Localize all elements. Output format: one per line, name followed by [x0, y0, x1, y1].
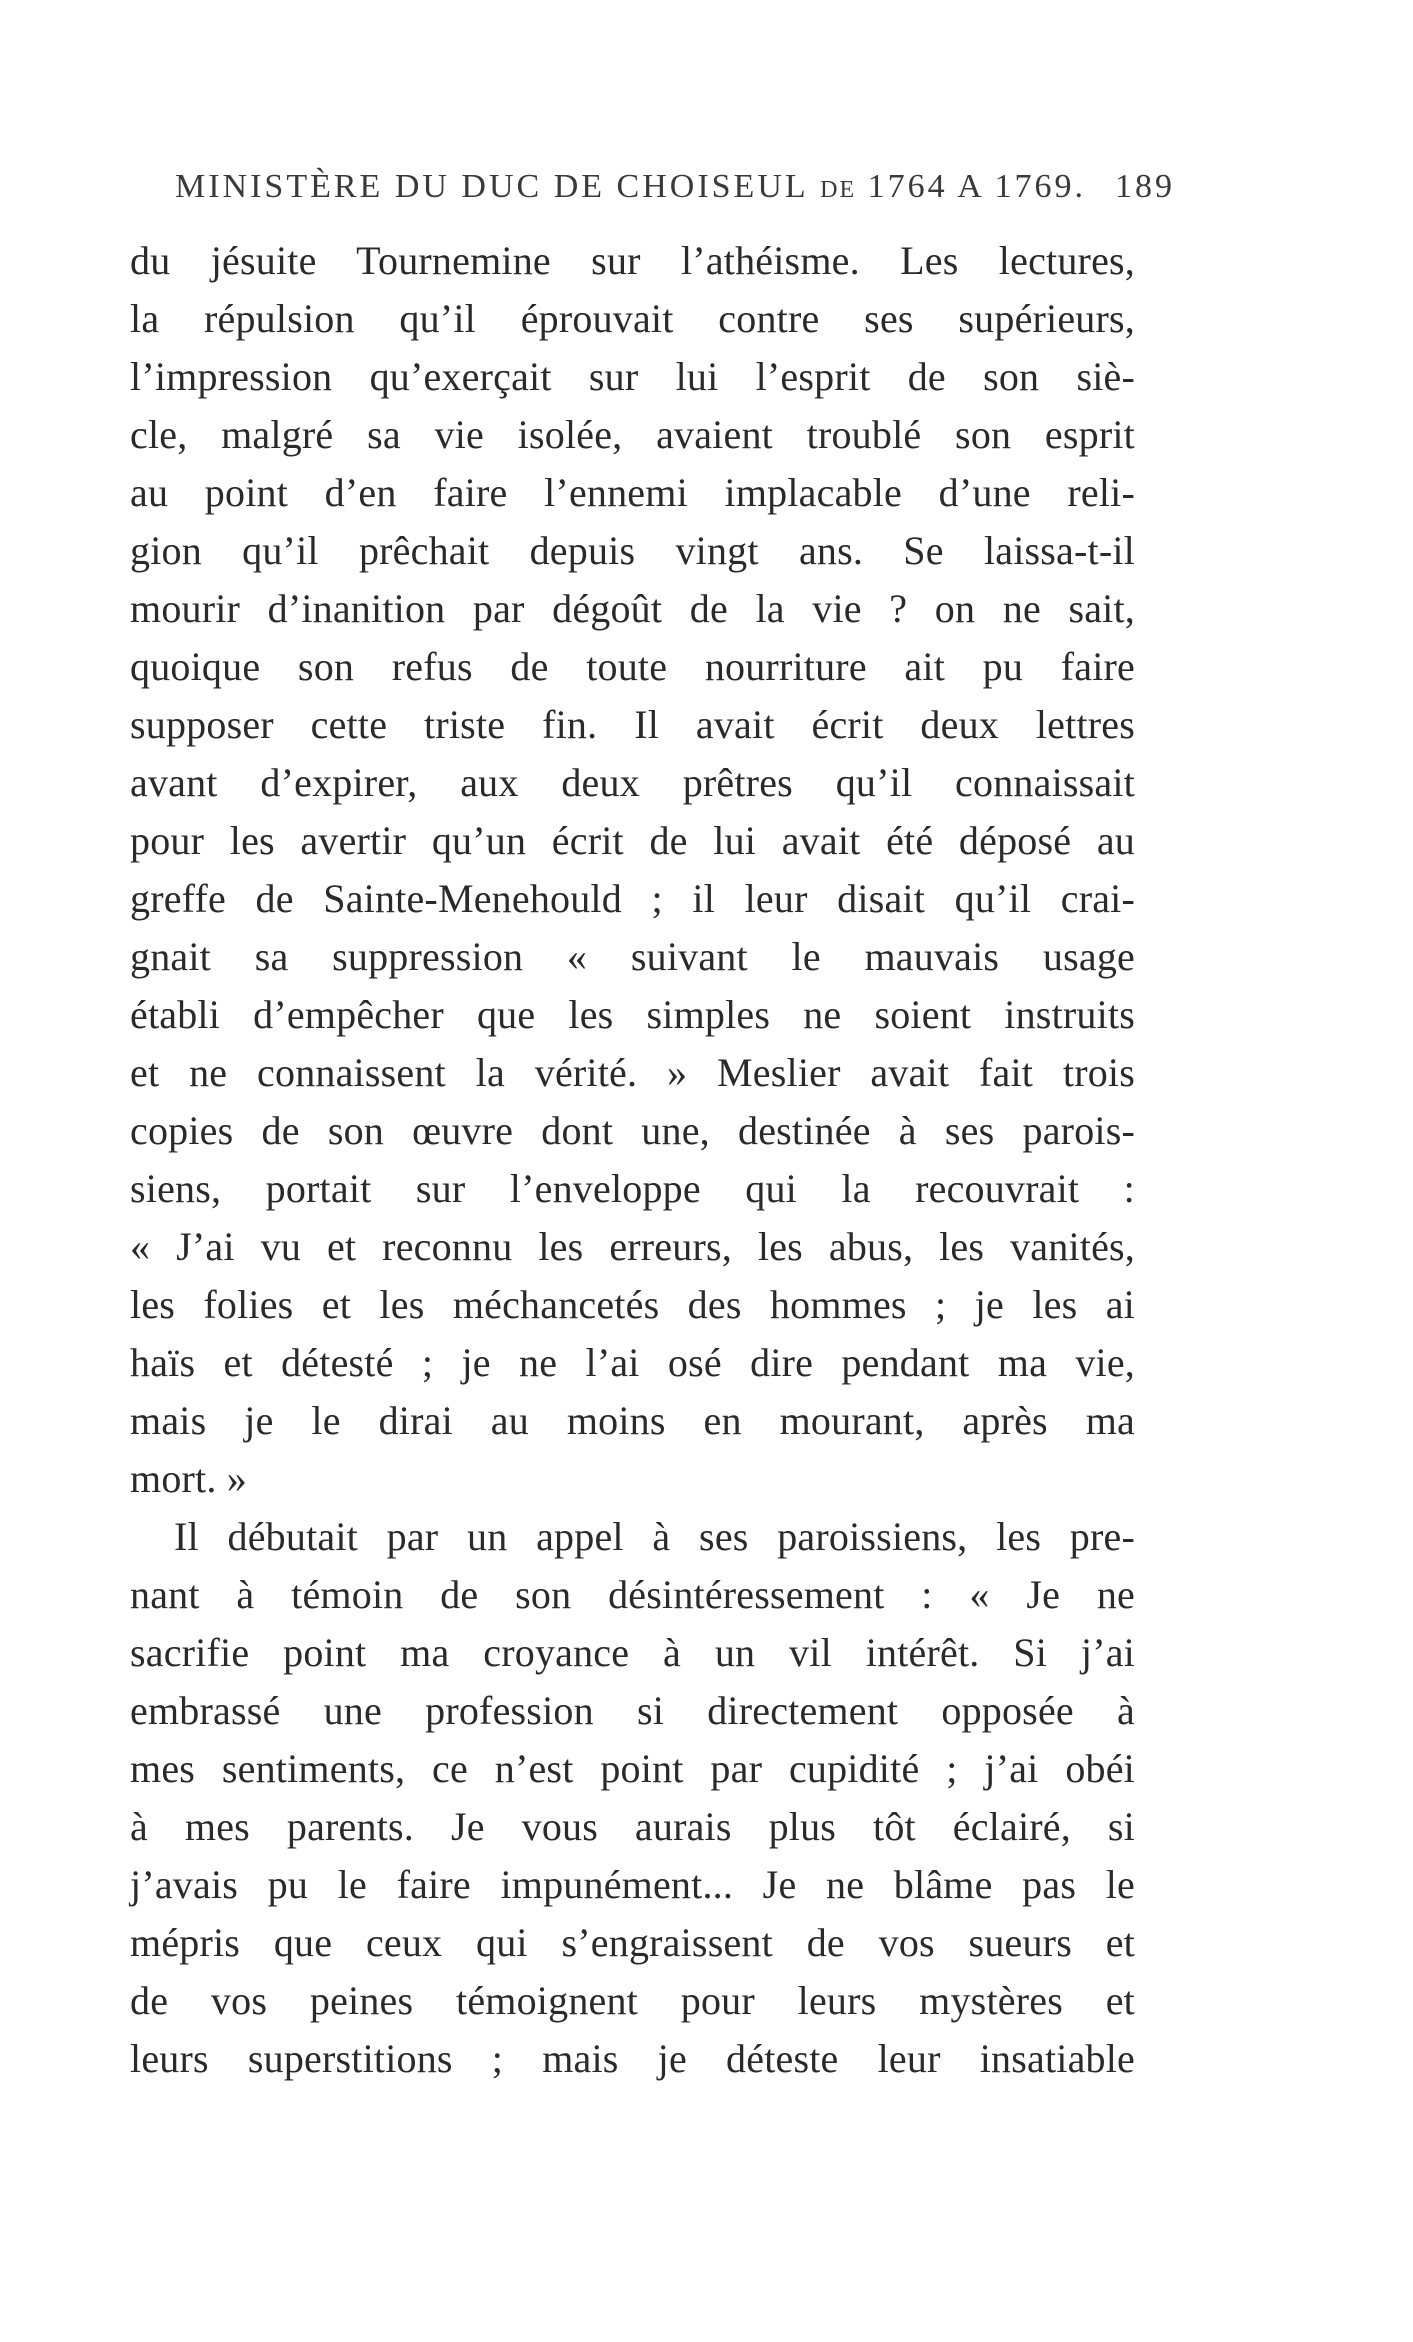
text-line: mourir d’inanition par dégoût de la vie ? on ne sait,: [130, 586, 1135, 631]
text-line: siens, portait sur l’enveloppe qui la recouvrait :: [130, 1166, 1135, 1211]
text-line: j’avais pu le faire impunément... Je ne blâme pas le: [130, 1862, 1135, 1907]
running-head-dates: 1764 A 1769.: [867, 168, 1086, 205]
text-line: haïs et détesté ; je ne l’ai osé dire pendant ma vie,: [130, 1340, 1135, 1385]
text-line: sacrifie point ma croyance à un vil intérêt. Si j’ai: [130, 1630, 1135, 1675]
text-line: copies de son œuvre dont une, destinée à ses parois-: [130, 1108, 1135, 1153]
running-head-title: MINISTÈRE DU DUC DE CHOISEUL: [175, 168, 809, 205]
text-line: gnait sa suppression « suivant le mauvais usage: [130, 934, 1135, 979]
text-line: supposer cette triste fin. Il avait écrit deux lettres: [130, 702, 1135, 747]
text-line: à mes parents. Je vous aurais plus tôt éclairé, si: [130, 1804, 1135, 1849]
text-line: mais je le dirai au moins en mourant, après ma: [130, 1398, 1135, 1443]
text-line-paragraph-start: Il débutait par un appel à ses paroissiens, les pre-: [174, 1514, 1135, 1559]
text-line: l’impression qu’exerçait sur lui l’esprit de son siè-: [130, 354, 1135, 399]
text-line: la répulsion qu’il éprouvait contre ses supérieurs,: [130, 296, 1135, 341]
page-number: 189: [1115, 168, 1175, 205]
text-line: « J’ai vu et reconnu les erreurs, les abus, les vanités,: [130, 1224, 1135, 1269]
body-text: [130, 232, 1135, 2088]
text-line: de vos peines témoignent pour leurs mystères et: [130, 1978, 1135, 2023]
text-line: greffe de Sainte-Menehould ; il leur disait qu’il crai-: [130, 876, 1135, 921]
text-line: nant à témoin de son désintéressement : « Je ne: [130, 1572, 1135, 1617]
text-line: gion qu’il prêchait depuis vingt ans. Se laissa-t-il: [130, 528, 1135, 573]
text-line: au point d’en faire l’ennemi implacable d’une reli-: [130, 470, 1135, 515]
text-line: du jésuite Tournemine sur l’athéisme. Les lectures,: [130, 238, 1135, 283]
text-line: avant d’expirer, aux deux prêtres qu’il connaissait: [130, 760, 1135, 805]
text-line: mes sentiments, ce n’est point par cupidité ; j’ai obéi: [130, 1746, 1135, 1791]
text-line: leurs superstitions ; mais je déteste leur insatiable: [130, 2036, 1135, 2081]
text-line: cle, malgré sa vie isolée, avaient troublé son esprit: [130, 412, 1135, 457]
text-line: et ne connaissent la vérité. » Meslier avait fait trois: [130, 1050, 1135, 1095]
text-line: établi d’empêcher que les simples ne soient instruits: [130, 992, 1135, 1037]
text-line: mépris que ceux qui s’engraissent de vos sueurs et: [130, 1920, 1135, 1965]
text-line: quoique son refus de toute nourriture ait pu faire: [130, 644, 1135, 689]
text-line: embrassé une profession si directement opposée à: [130, 1688, 1135, 1733]
text-line: les folies et les méchancetés des hommes ; je les ai: [130, 1282, 1135, 1327]
running-head: [175, 168, 1175, 206]
text-line-paragraph-end: mort. »: [130, 1456, 247, 1501]
running-head-de: DE: [820, 177, 857, 203]
text-line: pour les avertir qu’un écrit de lui avait été déposé au: [130, 818, 1135, 863]
